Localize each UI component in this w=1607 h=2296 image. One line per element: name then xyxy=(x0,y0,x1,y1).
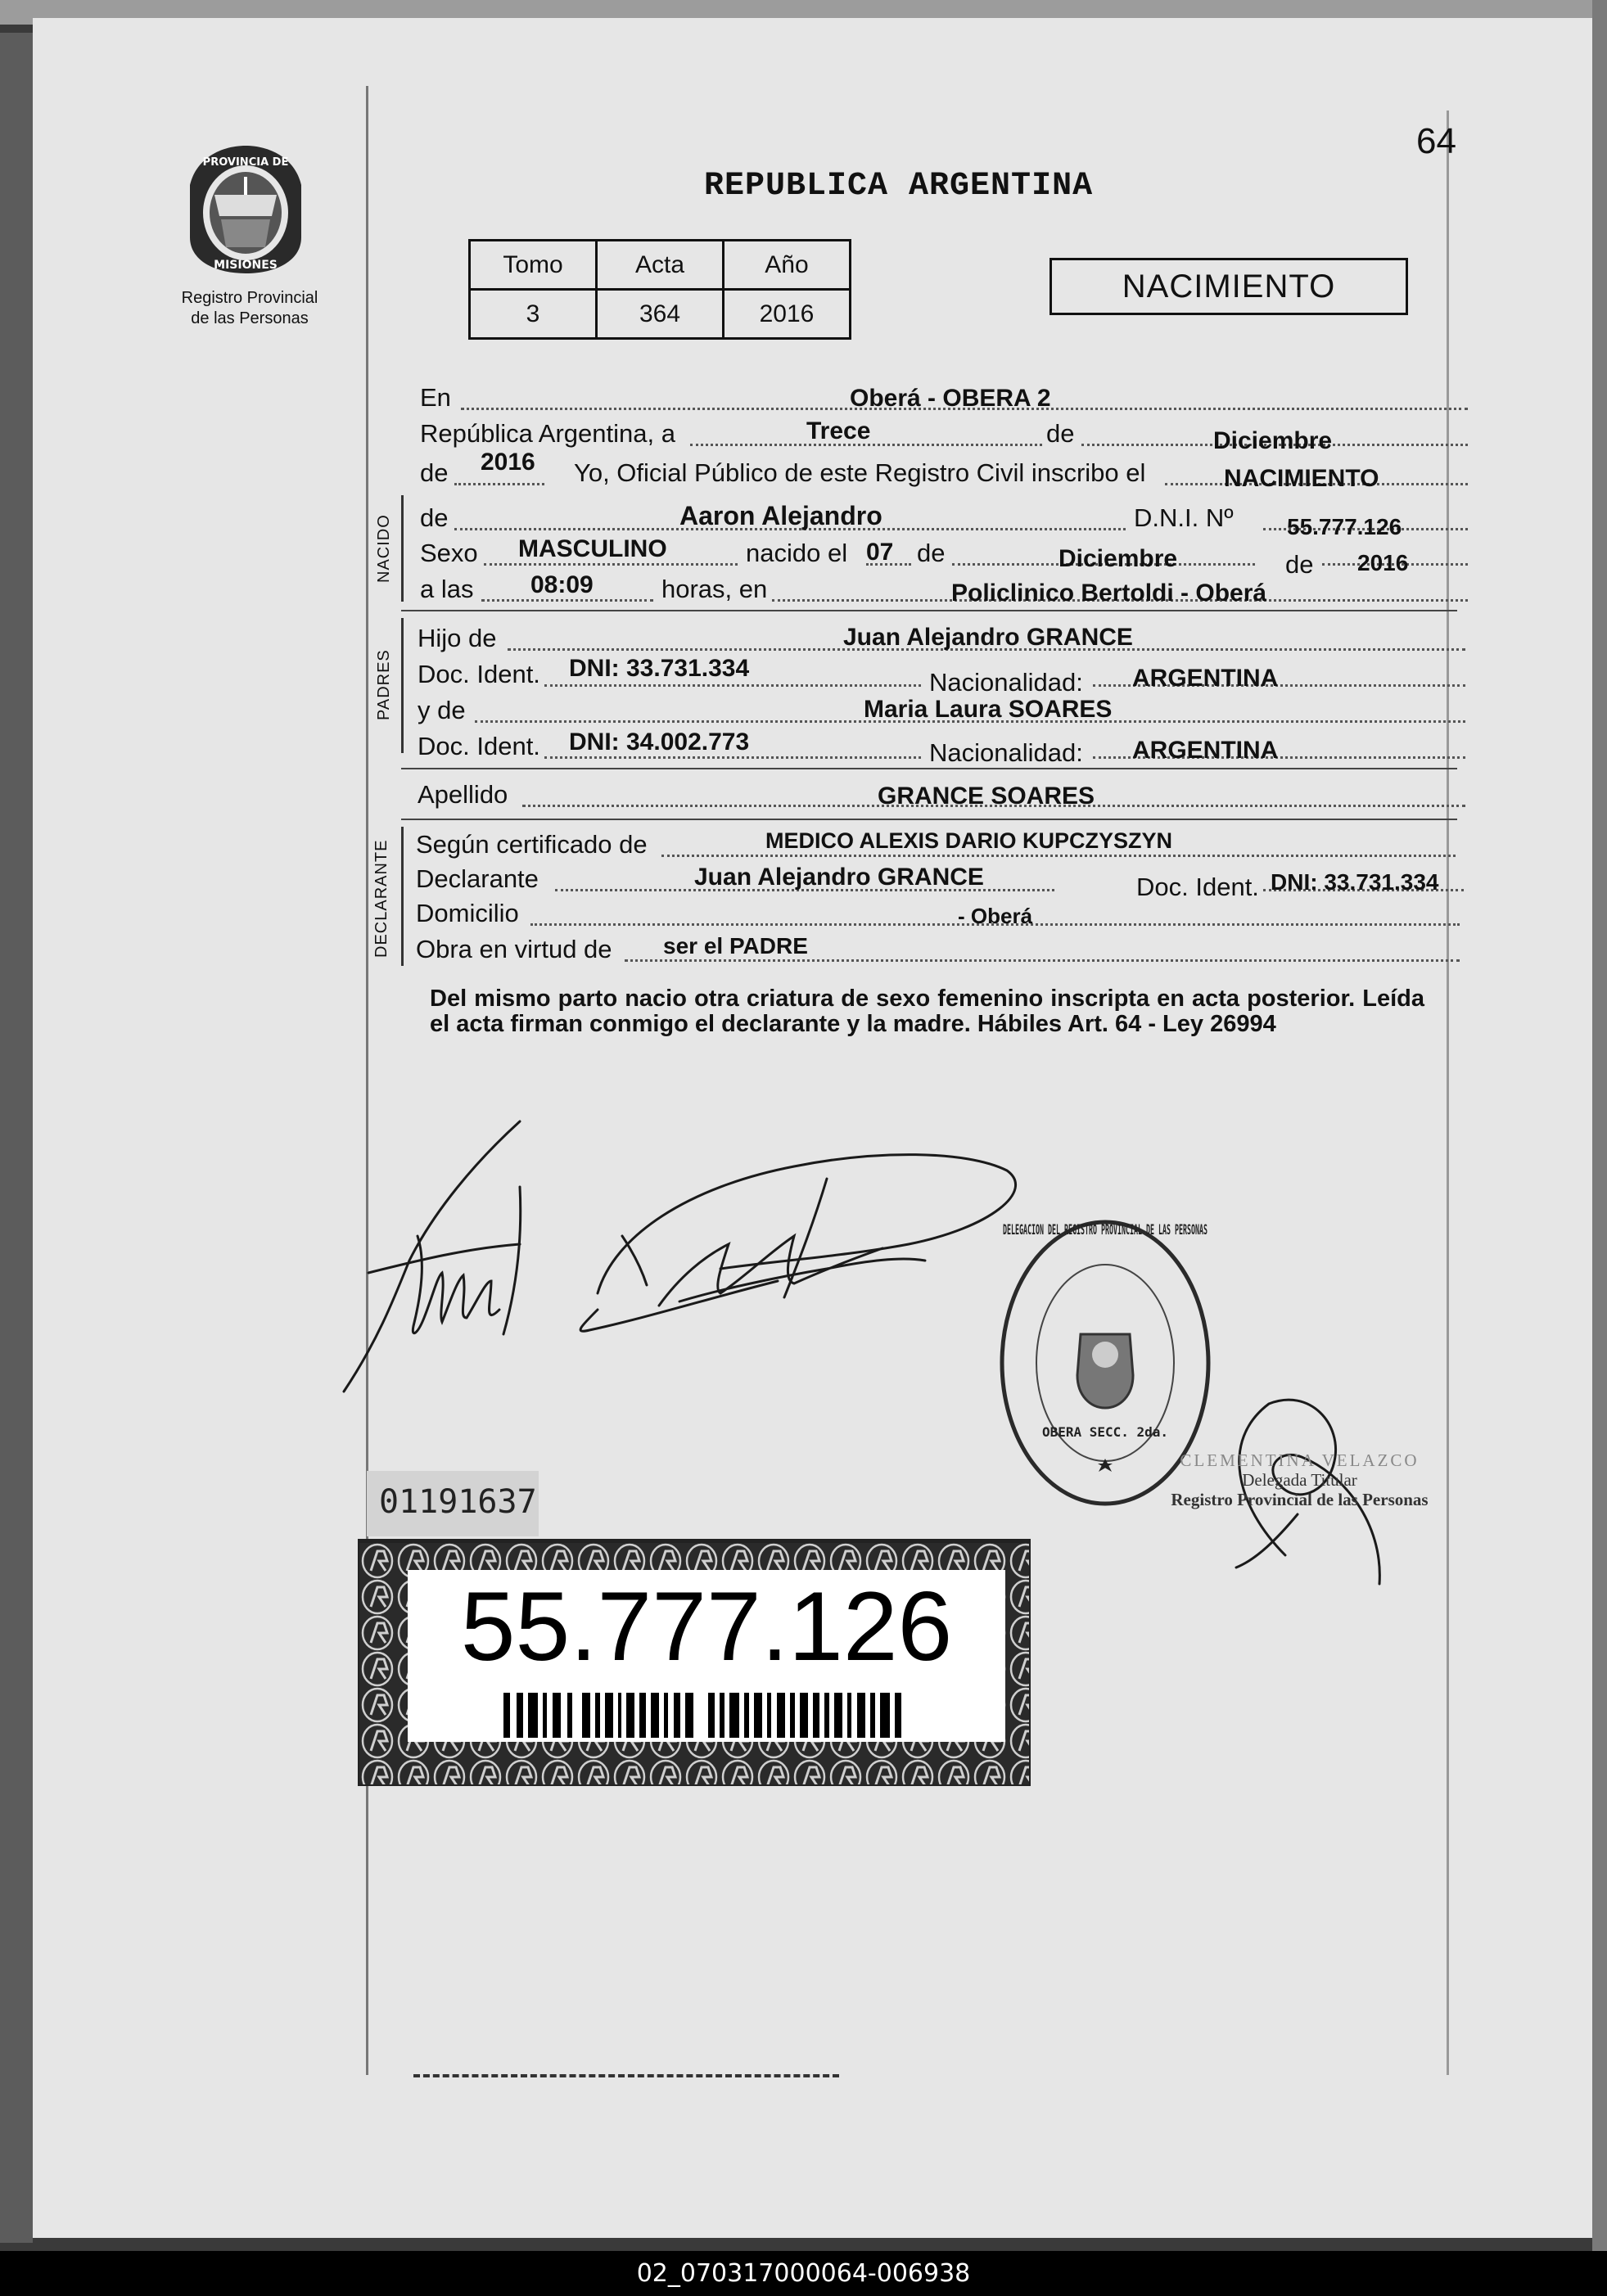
label-de2: de xyxy=(917,539,946,567)
value-lugar-nacimiento: Policlinico Bertoldi - Oberá xyxy=(951,580,1267,607)
declarante-section-bar xyxy=(401,827,404,966)
scan-border-left xyxy=(0,33,33,2243)
label-nacido-el: nacido el xyxy=(746,539,848,567)
tomo-acta-ano-table xyxy=(468,239,851,340)
dni-sticker-number: 55.777.126 xyxy=(460,1572,953,1681)
label-doc-ident2: Doc. Ident. xyxy=(418,732,540,760)
handwritten-signatures xyxy=(336,1113,1031,1408)
value-nombre: Aaron Alejandro xyxy=(679,501,882,530)
value-dia-inscripcion: Trece xyxy=(806,417,871,444)
section-label-padres: PADRES xyxy=(375,649,393,720)
value-domicilio: - Oberá xyxy=(958,904,1033,928)
label-nacionalidad: Nacionalidad: xyxy=(929,668,1083,697)
label-segun-cert: Según certificado de xyxy=(416,830,648,859)
label-doc-ident3: Doc. Ident. xyxy=(1136,873,1259,901)
label-y-de: y de xyxy=(418,696,466,724)
registry-caption-line1: Registro Provincial xyxy=(181,289,318,307)
label-de3: de xyxy=(1285,550,1314,579)
header-acta: Acta xyxy=(597,241,724,290)
control-number: 01191637 xyxy=(379,1483,537,1521)
value-tomo: 3 xyxy=(470,290,597,339)
value-padre: Juan Alejandro GRANCE xyxy=(843,624,1133,651)
value-anio-inscripcion: 2016 xyxy=(481,449,535,476)
label-republica-a: República Argentina, a xyxy=(420,419,675,448)
label-de: de xyxy=(1046,419,1075,448)
section-label-declarante: DECLARANTE xyxy=(372,839,390,958)
label-horas-en: horas, en xyxy=(661,575,768,603)
separator-apellido xyxy=(401,819,1457,820)
label-dni: D.N.I. Nº xyxy=(1134,503,1234,532)
registry-caption-line2: de las Personas xyxy=(191,309,309,327)
value-obra-virtud: ser el PADRE xyxy=(663,933,808,959)
value-dia-nacimiento: 07 xyxy=(866,539,894,566)
scan-border-right xyxy=(1592,0,1607,2251)
stamp-inner-text: OBERA SECC. 2da. xyxy=(1041,1424,1169,1440)
stamp-ring-text: DELEGACION DEL REGISTRO PROVINCIAL DE LAS PERSONAS xyxy=(1003,1222,1208,1238)
value-ano: 2016 xyxy=(724,290,851,339)
right-margin-line xyxy=(1447,111,1449,2075)
header-ano: Año xyxy=(724,241,851,290)
label-domicilio: Domicilio xyxy=(416,899,519,927)
barcode-icon xyxy=(503,1693,905,1738)
value-padre-doc: DNI: 33.731.334 xyxy=(569,655,750,682)
label-nacionalidad2: Nacionalidad: xyxy=(929,738,1083,767)
registrar-title: Delegada Titular xyxy=(1242,1470,1357,1490)
value-mes-inscripcion: Diciembre xyxy=(1213,427,1333,454)
value-sexo: MASCULINO xyxy=(518,535,667,562)
separator-padres xyxy=(401,768,1457,769)
value-declarante-doc: DNI: 33.731.334 xyxy=(1271,869,1439,895)
nacido-section-bar xyxy=(401,495,404,602)
page-number: 64 xyxy=(1416,121,1456,161)
value-madre: Maria Laura SOARES xyxy=(864,696,1113,723)
section-label-nacido: NACIDO xyxy=(375,514,393,583)
value-certificado: MEDICO ALEXIS DARIO KUPCZYSZYN xyxy=(765,828,1173,853)
label-sexo: Sexo xyxy=(420,539,478,567)
label-a-las: a las xyxy=(420,575,474,603)
header-tomo: Tomo xyxy=(470,241,597,290)
value-acta: 364 xyxy=(597,290,724,339)
value-padre-nacionalidad: ARGENTINA xyxy=(1132,665,1279,692)
province-seal-emblem xyxy=(180,141,311,278)
value-anio-nacimiento: 2016 xyxy=(1357,550,1409,575)
label-nacido-de: de xyxy=(420,503,449,532)
value-apellido: GRANCE SOARES xyxy=(878,783,1095,810)
document-title: REPUBLICA ARGENTINA xyxy=(704,168,1094,205)
seal-text-top: PROVINCIA DE xyxy=(202,156,289,169)
registrar-name: CLEMENTINA VELAZCO xyxy=(1180,1450,1420,1470)
observation-note: Del mismo parto nacio otra criatura de sexo femenino inscripta en acta posterior. Leída el acta firman conmigo el declarante y la madre. Hábiles Art. 64 - Ley 26994 xyxy=(430,986,1424,1037)
bottom-dashed-line xyxy=(413,2074,839,2077)
registrar-institution: Registro Provincial de las Personas xyxy=(1171,1490,1429,1509)
separator-nacido xyxy=(401,610,1457,611)
label-inscribo: Yo, Oficial Público de este Registro Civil inscribo el xyxy=(574,458,1146,487)
padres-section-bar xyxy=(401,618,404,753)
label-declarante: Declarante xyxy=(416,864,539,893)
registrar-stamp-text xyxy=(1142,1450,1457,1509)
footer-document-id: 02_070317000064-006938 xyxy=(636,2259,971,2288)
value-madre-nacionalidad: ARGENTINA xyxy=(1132,737,1279,764)
value-madre-doc: DNI: 34.002.773 xyxy=(569,728,750,756)
record-type-box: NACIMIENTO xyxy=(1050,258,1408,315)
value-hora: 08:09 xyxy=(530,571,594,598)
registry-caption xyxy=(143,288,356,329)
value-declarante: Juan Alejandro GRANCE xyxy=(694,864,984,891)
seal-text-bottom: MISIONES xyxy=(214,259,278,272)
label-hijo-de: Hijo de xyxy=(418,624,497,652)
label-en: En xyxy=(420,383,451,412)
value-dni: 55.777.126 xyxy=(1287,514,1402,539)
label-doc-ident: Doc. Ident. xyxy=(418,660,540,688)
value-mes-nacimiento: Diciembre xyxy=(1059,545,1178,572)
label-apellido: Apellido xyxy=(418,780,508,809)
value-lugar: Oberá - OBERA 2 xyxy=(850,385,1051,412)
label-de-year: de xyxy=(420,458,449,487)
label-obra-virtud: Obra en virtud de xyxy=(416,935,612,963)
value-tipo-inscripcion: NACIMIENTO xyxy=(1224,465,1379,492)
